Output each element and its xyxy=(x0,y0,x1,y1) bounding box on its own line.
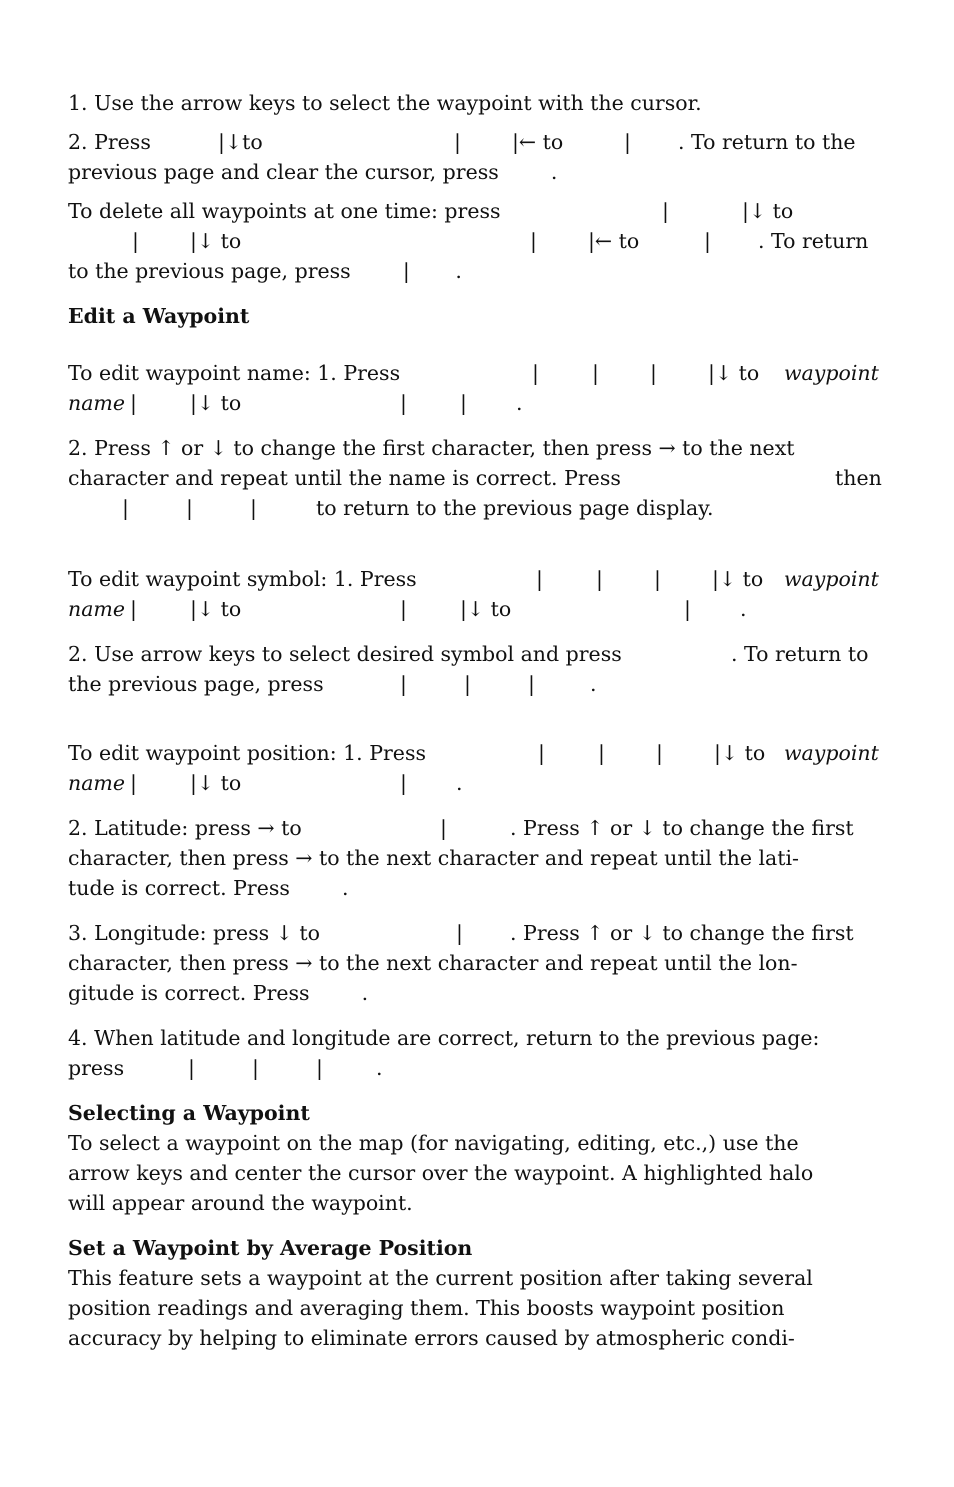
text-segment: 3. Longitude: press ↓ to xyxy=(68,921,320,945)
text-segment: | xyxy=(650,361,657,385)
text-segment: waypoint xyxy=(784,567,879,591)
text-segment: | xyxy=(528,672,535,696)
text-segment: To edit waypoint symbol: 1. Press xyxy=(68,567,417,591)
text-segment: | xyxy=(130,771,137,795)
edit-symbol-line-2 xyxy=(68,594,886,624)
edit-position-line-2 xyxy=(68,768,886,798)
longitude-line-3: gitude is correct. Press . xyxy=(68,981,369,1005)
text-segment: To edit waypoint name: 1. Press xyxy=(68,361,401,385)
text-segment: . To return to xyxy=(731,642,869,666)
text-segment: | xyxy=(400,391,407,415)
edit-name-line-2 xyxy=(68,388,886,418)
text-segment: 2. Latitude: press → to xyxy=(68,816,302,840)
text-segment: | xyxy=(656,741,663,765)
edit-symbol-step-2-line-2 xyxy=(68,669,886,699)
text-segment: |← to xyxy=(588,229,640,253)
text-segment: | xyxy=(464,672,471,696)
text-segment: |↓to xyxy=(218,130,263,154)
text-segment: | xyxy=(460,391,467,415)
latitude-line-2: character, then press → to the next character and repeat until the lati- xyxy=(68,846,799,870)
text-segment: | xyxy=(132,229,139,253)
text-segment: | xyxy=(250,496,257,520)
text-segment: | xyxy=(684,597,691,621)
select-line-1: To select a waypoint on the map (for navigating, editing, etc.,) use the xyxy=(68,1131,799,1155)
average-line-1: This feature sets a waypoint at the current position after taking several xyxy=(68,1266,813,1290)
text-segment: | xyxy=(654,567,661,591)
section-heading-selecting-waypoint: Selecting a Waypoint xyxy=(68,1101,310,1125)
select-line-2: arrow keys and center the cursor over the waypoint. A highlighted halo xyxy=(68,1161,814,1185)
edit-symbol-line-1 xyxy=(68,564,886,594)
delete-all-line-2 xyxy=(68,226,886,256)
text-segment: . To return to the xyxy=(678,130,856,154)
text-segment: |↓ to xyxy=(190,597,242,621)
return-step-line-1: 4. When latitude and longitude are correct, return to the previous page: xyxy=(68,1026,820,1050)
text-segment: | xyxy=(400,597,407,621)
text-segment: |↓ to xyxy=(190,229,242,253)
average-line-2: position readings and averaging them. This boosts waypoint position xyxy=(68,1296,785,1320)
manual-page xyxy=(68,88,886,1353)
text-segment: | xyxy=(252,1056,259,1080)
text-segment: name xyxy=(68,771,125,795)
text-segment: | xyxy=(662,199,669,223)
text-segment: | xyxy=(704,229,711,253)
text-segment: 2. Use arrow keys to select desired symbol and press xyxy=(68,642,622,666)
text-segment: . xyxy=(740,597,747,621)
text-segment: |↓ to xyxy=(190,391,242,415)
average-line-3: accuracy by helping to eliminate errors caused by atmospheric condi- xyxy=(68,1326,795,1350)
text-segment: | xyxy=(624,130,631,154)
step-1-select-waypoint: 1. Use the arrow keys to select the waypoint with the cursor. xyxy=(68,91,702,115)
text-segment: To edit waypoint position: 1. Press xyxy=(68,741,426,765)
text-segment: | xyxy=(536,567,543,591)
text-segment: |↓ to xyxy=(712,567,764,591)
text-segment: then xyxy=(835,466,882,490)
text-segment: To delete all waypoints at one time: press xyxy=(68,199,501,223)
text-segment: waypoint xyxy=(784,361,879,385)
section-heading-edit-waypoint: Edit a Waypoint xyxy=(68,304,250,328)
edit-position-line-1 xyxy=(68,738,886,768)
text-segment: . xyxy=(516,391,523,415)
text-segment: the previous page, press xyxy=(68,672,324,696)
longitude-line-2: character, then press → to the next character and repeat until the lon- xyxy=(68,951,798,975)
section-heading-average-position: Set a Waypoint by Average Position xyxy=(68,1236,473,1260)
text-segment: | xyxy=(188,1056,195,1080)
step-2-line-1 xyxy=(68,127,886,157)
text-segment: | xyxy=(456,921,463,945)
text-segment: |↓ to xyxy=(190,771,242,795)
text-segment: | xyxy=(400,672,407,696)
text-segment: | xyxy=(130,597,137,621)
text-segment: | xyxy=(130,391,137,415)
text-segment: . xyxy=(590,672,597,696)
text-segment: |↓ to xyxy=(708,361,760,385)
text-segment: . xyxy=(456,771,463,795)
text-segment: | xyxy=(186,496,193,520)
text-segment: | xyxy=(440,816,447,840)
text-segment: | xyxy=(538,741,545,765)
text-segment: to return to the previous page display. xyxy=(316,496,714,520)
delete-all-line-1 xyxy=(68,196,886,226)
delete-all-line-3: to the previous page, press | . xyxy=(68,259,462,283)
text-segment: . Press ↑ or ↓ to change the first xyxy=(510,921,854,945)
edit-name-step-2-line-2 xyxy=(68,463,886,493)
text-segment: waypoint xyxy=(784,741,879,765)
text-segment: | xyxy=(454,130,461,154)
edit-name-step-2-line-3 xyxy=(68,493,886,523)
return-step-line-2 xyxy=(68,1053,886,1083)
text-segment: . Press ↑ or ↓ to change the first xyxy=(510,816,854,840)
text-segment: name xyxy=(68,597,125,621)
text-segment: |↓ to xyxy=(742,199,794,223)
latitude-line-1 xyxy=(68,813,886,843)
text-segment: . To return xyxy=(758,229,869,253)
longitude-line-1 xyxy=(68,918,886,948)
step-2-line-2: previous page and clear the cursor, press . xyxy=(68,160,558,184)
select-line-3: will appear around the waypoint. xyxy=(68,1191,413,1215)
text-segment: | xyxy=(530,229,537,253)
text-segment: |← to xyxy=(512,130,564,154)
text-segment: | xyxy=(596,567,603,591)
text-segment: name xyxy=(68,391,125,415)
text-segment: | xyxy=(316,1056,323,1080)
latitude-line-3: tude is correct. Press . xyxy=(68,876,349,900)
text-segment: | xyxy=(592,361,599,385)
text-segment: | xyxy=(400,771,407,795)
text-segment: |↓ to xyxy=(460,597,512,621)
text-segment: . xyxy=(376,1056,383,1080)
edit-name-line-1 xyxy=(68,358,886,388)
edit-symbol-step-2-line-1 xyxy=(68,639,886,669)
text-segment: |↓ to xyxy=(714,741,766,765)
edit-name-step-2-line-1: 2. Press ↑ or ↓ to change the first character, then press → to the next xyxy=(68,436,795,460)
text-segment: | xyxy=(532,361,539,385)
text-segment: press xyxy=(68,1056,125,1080)
text-segment: | xyxy=(122,496,129,520)
text-segment: 2. Press xyxy=(68,130,151,154)
text-segment: | xyxy=(598,741,605,765)
text-segment: character and repeat until the name is correct. Press xyxy=(68,466,621,490)
